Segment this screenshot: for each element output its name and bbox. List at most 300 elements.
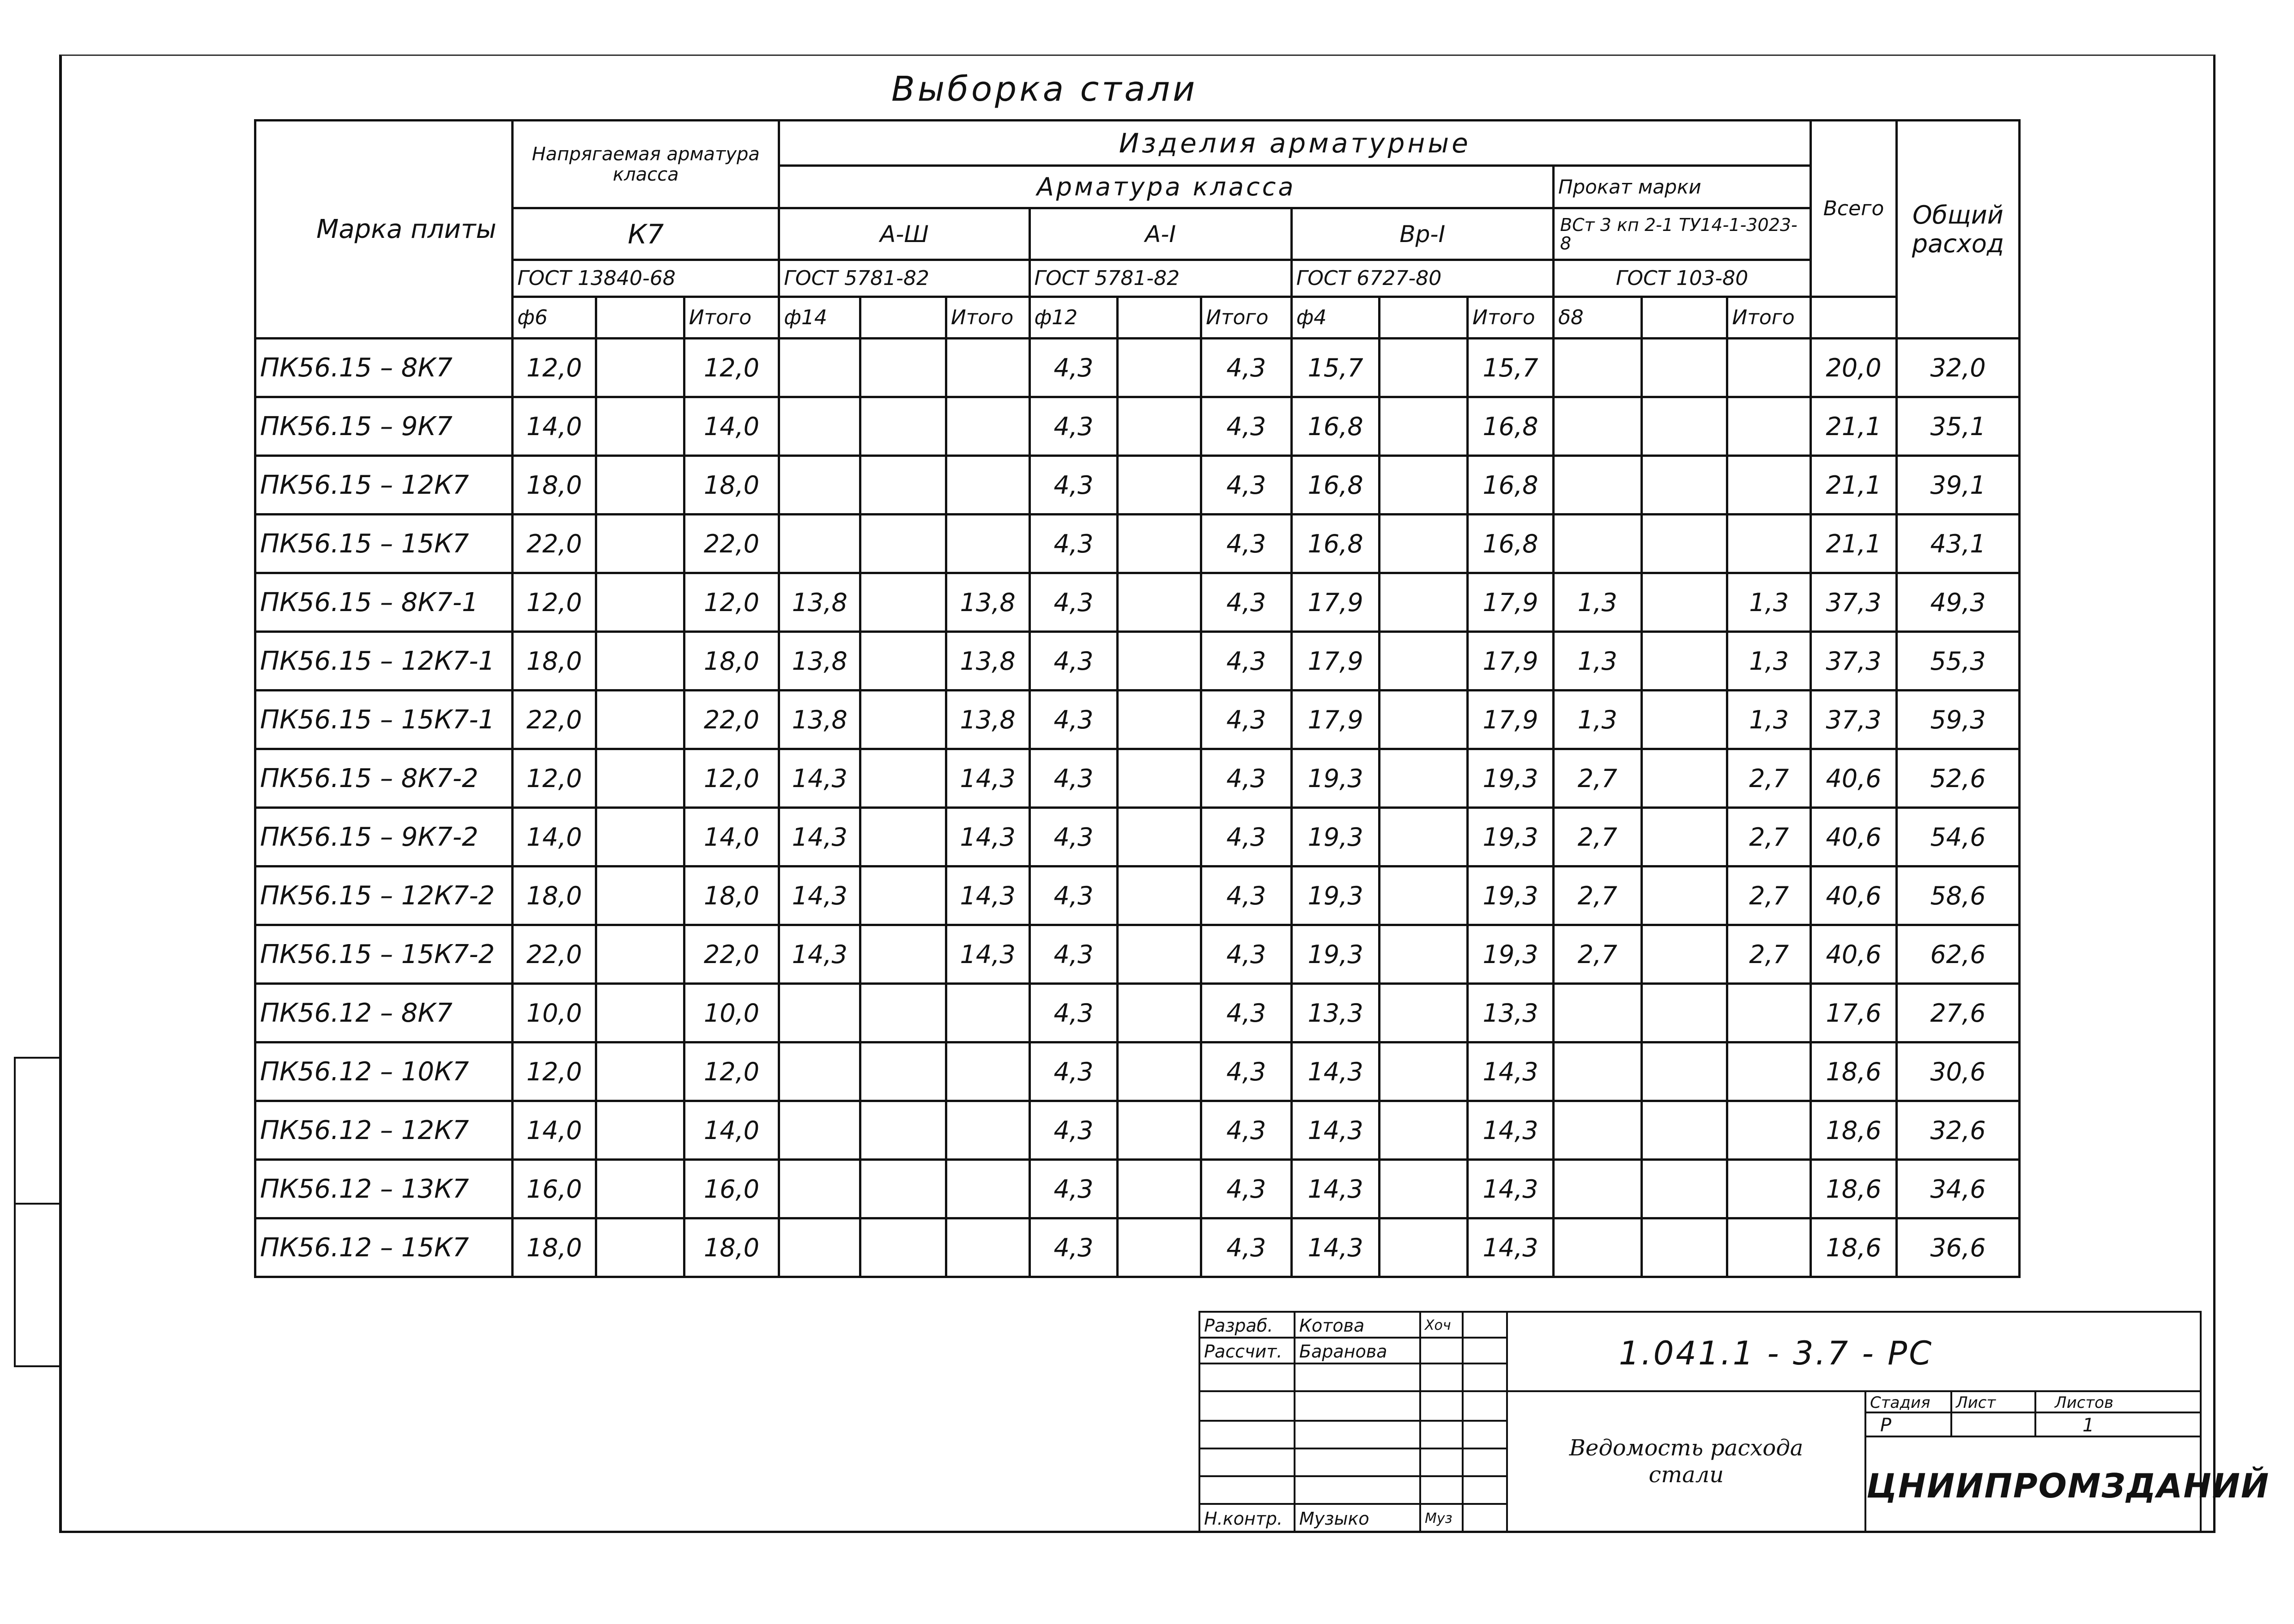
empty-cell <box>1641 397 1727 456</box>
empty-cell <box>860 867 946 925</box>
value-cell <box>1553 984 1641 1042</box>
value-cell <box>946 1218 1029 1277</box>
value-cell <box>946 1101 1029 1160</box>
header-rebar-class: Арматура класса <box>779 166 1553 208</box>
value-cell: 2,7 <box>1553 925 1641 984</box>
value-cell: 17,6 <box>1811 984 1897 1042</box>
empty-cell <box>1380 867 1468 925</box>
value-cell: 4,3 <box>1029 691 1118 749</box>
empty-cell <box>1118 984 1201 1042</box>
value-cell: 14,3 <box>1468 1101 1554 1160</box>
value-cell: 17,9 <box>1468 691 1554 749</box>
value-cell: 18,0 <box>513 456 596 515</box>
value-cell <box>779 339 860 397</box>
value-cell: 2,7 <box>1727 867 1811 925</box>
value-cell: 14,3 <box>1468 1042 1554 1101</box>
value-cell <box>1727 1218 1811 1277</box>
header-empty <box>860 297 946 339</box>
empty-cell <box>596 691 684 749</box>
page-title: Выборка стали <box>891 69 1198 109</box>
value-cell: 12,0 <box>513 573 596 632</box>
value-cell: 4,3 <box>1201 339 1291 397</box>
sheets-label: Листов <box>2034 1390 2202 1413</box>
empty-cell <box>1118 1101 1201 1160</box>
value-cell: 18,0 <box>684 867 779 925</box>
value-cell: 18,0 <box>684 1218 779 1277</box>
value-cell: 16,8 <box>1468 397 1554 456</box>
empty-cell <box>860 691 946 749</box>
value-cell: 43,1 <box>1896 515 2019 573</box>
table-row <box>255 984 2020 1042</box>
value-cell: 2,7 <box>1727 808 1811 867</box>
value-cell: 15,7 <box>1468 339 1554 397</box>
value-cell: 21,1 <box>1811 456 1897 515</box>
header-products: Изделия арматурные <box>779 121 1811 166</box>
header-itogo: Итого <box>684 297 779 339</box>
value-cell: 12,0 <box>684 339 779 397</box>
table-row <box>255 1101 2020 1160</box>
value-cell: 17,9 <box>1291 573 1380 632</box>
empty-cell <box>1380 632 1468 691</box>
stamp-name: Котова <box>1294 1311 1421 1339</box>
header-rolled: Прокат марки <box>1553 166 1810 208</box>
plate-mark-cell: ПК56.15 – 12К7-1 <box>255 632 513 691</box>
empty-cell <box>1380 1042 1468 1101</box>
value-cell: 4,3 <box>1201 691 1291 749</box>
empty-cell <box>1641 925 1727 984</box>
stamp-signature: Хоч <box>1419 1311 1464 1339</box>
value-cell: 14,3 <box>1291 1101 1380 1160</box>
value-cell: 54,6 <box>1896 808 2019 867</box>
value-cell: 40,6 <box>1811 867 1897 925</box>
value-cell: 16,8 <box>1291 515 1380 573</box>
header-empty <box>1811 297 1897 339</box>
value-cell: 4,3 <box>1201 1160 1291 1218</box>
value-cell: 22,0 <box>684 925 779 984</box>
value-cell: 14,3 <box>779 867 860 925</box>
value-cell <box>1553 456 1641 515</box>
value-cell: 14,0 <box>513 808 596 867</box>
value-cell <box>779 984 860 1042</box>
value-cell: 1,3 <box>1553 691 1641 749</box>
value-cell: 55,3 <box>1896 632 2019 691</box>
value-cell: 4,3 <box>1029 456 1118 515</box>
stamp-signature <box>1419 1363 1464 1392</box>
empty-cell <box>1118 925 1201 984</box>
header-grand-total: Общий расход <box>1896 121 2019 339</box>
stamp-role: Разраб. <box>1198 1311 1295 1339</box>
empty-cell <box>596 808 684 867</box>
value-cell: 4,3 <box>1201 456 1291 515</box>
plate-mark-cell: ПК56.12 – 15К7 <box>255 1218 513 1277</box>
header-empty <box>596 297 684 339</box>
table-row <box>255 515 2020 573</box>
empty-cell <box>1641 691 1727 749</box>
header-empty <box>1641 297 1727 339</box>
empty-cell <box>1380 925 1468 984</box>
stamp-role: Н.контр. <box>1198 1503 1295 1533</box>
value-cell: 10,0 <box>513 984 596 1042</box>
header-t8: δ8 <box>1553 297 1641 339</box>
empty-cell <box>596 1042 684 1101</box>
value-cell <box>779 1160 860 1218</box>
header-bp1: Вр-I <box>1291 208 1553 260</box>
value-cell: 4,3 <box>1201 925 1291 984</box>
value-cell: 4,3 <box>1201 1101 1291 1160</box>
stamp-role <box>1198 1448 1295 1477</box>
header-total: Всего <box>1811 121 1897 297</box>
value-cell: 2,7 <box>1553 808 1641 867</box>
empty-cell <box>860 515 946 573</box>
header-d6: ф6 <box>513 297 596 339</box>
plate-mark-cell: ПК56.12 – 8К7 <box>255 984 513 1042</box>
value-cell <box>1727 984 1811 1042</box>
empty-cell <box>860 749 946 808</box>
value-cell: 4,3 <box>1201 867 1291 925</box>
value-cell: 34,6 <box>1896 1160 2019 1218</box>
header-k7: К7 <box>513 208 779 260</box>
value-cell: 4,3 <box>1201 515 1291 573</box>
value-cell: 32,6 <box>1896 1101 2019 1160</box>
stamp-name <box>1294 1448 1421 1477</box>
value-cell <box>1553 339 1641 397</box>
value-cell: 16,8 <box>1291 456 1380 515</box>
value-cell: 1,3 <box>1727 573 1811 632</box>
value-cell: 4,3 <box>1029 749 1118 808</box>
table-row <box>255 925 2020 984</box>
empty-cell <box>1641 1218 1727 1277</box>
value-cell: 16,8 <box>1468 515 1554 573</box>
stamp-role <box>1198 1475 1295 1505</box>
header-mark: Марка плиты <box>255 121 513 339</box>
stamp-signature: Муз <box>1419 1503 1464 1533</box>
stamp-date <box>1462 1337 1508 1364</box>
empty-cell <box>1118 632 1201 691</box>
table-row <box>255 749 2020 808</box>
value-cell: 14,3 <box>779 808 860 867</box>
value-cell: 4,3 <box>1201 397 1291 456</box>
table-row <box>255 867 2020 925</box>
empty-cell <box>1118 808 1201 867</box>
value-cell: 36,6 <box>1896 1218 2019 1277</box>
empty-cell <box>1118 397 1201 456</box>
document-code: 1.041.1 - 3.7 - РС <box>1506 1311 2202 1392</box>
value-cell: 39,1 <box>1896 456 2019 515</box>
empty-cell <box>860 1218 946 1277</box>
sheet-value <box>1950 1412 2036 1437</box>
value-cell: 27,6 <box>1896 984 2019 1042</box>
empty-cell <box>596 925 684 984</box>
value-cell: 32,0 <box>1896 339 2019 397</box>
empty-cell <box>1380 1218 1468 1277</box>
organization-name: ЦНИИПРОМЗДАНИЙ <box>1864 1436 2202 1533</box>
empty-cell <box>1641 456 1727 515</box>
value-cell: 30,6 <box>1896 1042 2019 1101</box>
empty-cell <box>1380 1101 1468 1160</box>
empty-cell <box>1118 1042 1201 1101</box>
stamp-signature <box>1419 1337 1464 1364</box>
value-cell <box>1553 515 1641 573</box>
value-cell: 22,0 <box>684 515 779 573</box>
value-cell: 4,3 <box>1029 1160 1118 1218</box>
value-cell: 62,6 <box>1896 925 2019 984</box>
empty-cell <box>1118 456 1201 515</box>
empty-cell <box>596 1218 684 1277</box>
binding-margin-box <box>14 1203 60 1367</box>
value-cell: 16,8 <box>1291 397 1380 456</box>
empty-cell <box>1118 691 1201 749</box>
value-cell: 14,3 <box>1468 1160 1554 1218</box>
value-cell: 14,0 <box>684 808 779 867</box>
header-gost-rolled: ГОСТ 103-80 <box>1553 260 1810 297</box>
stamp-date <box>1462 1363 1508 1392</box>
empty-cell <box>1380 397 1468 456</box>
stamp-name <box>1294 1390 1421 1422</box>
value-cell: 2,7 <box>1727 749 1811 808</box>
plate-mark-cell: ПК56.12 – 13К7 <box>255 1160 513 1218</box>
empty-cell <box>596 1101 684 1160</box>
value-cell <box>946 1160 1029 1218</box>
value-cell: 14,3 <box>779 925 860 984</box>
header-itogo: Итого <box>946 297 1029 339</box>
table-row <box>255 397 2020 456</box>
header-itogo: Итого <box>1468 297 1554 339</box>
header-itogo: Итого <box>1201 297 1291 339</box>
value-cell: 4,3 <box>1029 808 1118 867</box>
empty-cell <box>1380 456 1468 515</box>
value-cell: 18,0 <box>513 632 596 691</box>
header-itogo: Итого <box>1727 297 1811 339</box>
empty-cell <box>596 984 684 1042</box>
empty-cell <box>860 1160 946 1218</box>
stamp-date <box>1462 1475 1508 1505</box>
value-cell <box>1553 397 1641 456</box>
empty-cell <box>1641 1101 1727 1160</box>
empty-cell <box>1641 1042 1727 1101</box>
value-cell: 14,0 <box>513 1101 596 1160</box>
value-cell: 59,3 <box>1896 691 2019 749</box>
value-cell: 18,0 <box>684 632 779 691</box>
stamp-role <box>1198 1390 1295 1422</box>
value-cell: 18,6 <box>1811 1218 1897 1277</box>
empty-cell <box>1380 749 1468 808</box>
value-cell: 40,6 <box>1811 925 1897 984</box>
empty-cell <box>1380 984 1468 1042</box>
value-cell: 17,9 <box>1291 691 1380 749</box>
header-gost-a3: ГОСТ 5781-82 <box>779 260 1029 297</box>
value-cell: 4,3 <box>1029 984 1118 1042</box>
value-cell: 19,3 <box>1468 808 1554 867</box>
stamp-date <box>1462 1420 1508 1449</box>
value-cell: 19,3 <box>1468 867 1554 925</box>
value-cell: 12,0 <box>684 1042 779 1101</box>
value-cell: 52,6 <box>1896 749 2019 808</box>
empty-cell <box>1380 808 1468 867</box>
value-cell: 4,3 <box>1029 925 1118 984</box>
value-cell: 13,8 <box>946 691 1029 749</box>
value-cell <box>779 515 860 573</box>
value-cell: 14,0 <box>513 397 596 456</box>
value-cell: 18,0 <box>513 1218 596 1277</box>
table-row <box>255 339 2020 397</box>
empty-cell <box>860 1042 946 1101</box>
value-cell <box>946 984 1029 1042</box>
value-cell: 18,6 <box>1811 1101 1897 1160</box>
table-row <box>255 691 2020 749</box>
value-cell <box>1727 515 1811 573</box>
value-cell: 4,3 <box>1029 1042 1118 1101</box>
value-cell: 13,8 <box>779 573 860 632</box>
value-cell: 14,3 <box>1468 1218 1554 1277</box>
title-block <box>1198 1311 2270 1533</box>
value-cell <box>1727 339 1811 397</box>
sheets-value: 1 <box>2034 1412 2202 1437</box>
value-cell: 4,3 <box>1029 867 1118 925</box>
plate-mark-cell: ПК56.15 – 12К7-2 <box>255 867 513 925</box>
value-cell: 19,3 <box>1468 749 1554 808</box>
value-cell: 22,0 <box>684 691 779 749</box>
value-cell: 1,3 <box>1553 632 1641 691</box>
value-cell <box>1727 456 1811 515</box>
value-cell: 16,0 <box>513 1160 596 1218</box>
value-cell: 14,3 <box>1291 1160 1380 1218</box>
value-cell: 14,3 <box>946 867 1029 925</box>
value-cell: 4,3 <box>1029 632 1118 691</box>
sheet-label: Лист <box>1950 1390 2036 1413</box>
value-cell <box>1727 397 1811 456</box>
stamp-date <box>1462 1390 1508 1422</box>
value-cell: 15,7 <box>1291 339 1380 397</box>
stamp-date <box>1462 1503 1508 1533</box>
value-cell: 10,0 <box>684 984 779 1042</box>
value-cell: 18,6 <box>1811 1042 1897 1101</box>
stamp-signature <box>1419 1448 1464 1477</box>
value-cell: 13,8 <box>779 691 860 749</box>
header-empty <box>1118 297 1201 339</box>
table-row <box>255 1042 2020 1101</box>
empty-cell <box>596 1160 684 1218</box>
plate-mark-cell: ПК56.12 – 10К7 <box>255 1042 513 1101</box>
binding-margin-box <box>14 1057 60 1205</box>
value-cell: 13,3 <box>1468 984 1554 1042</box>
value-cell: 12,0 <box>684 573 779 632</box>
header-gost-bp: ГОСТ 6727-80 <box>1291 260 1553 297</box>
empty-cell <box>860 397 946 456</box>
value-cell: 4,3 <box>1201 984 1291 1042</box>
value-cell <box>1727 1042 1811 1101</box>
value-cell: 18,6 <box>1811 1160 1897 1218</box>
empty-cell <box>596 397 684 456</box>
value-cell: 2,7 <box>1553 867 1641 925</box>
stamp-signature <box>1419 1420 1464 1449</box>
plate-mark-cell: ПК56.15 – 15К7-2 <box>255 925 513 984</box>
plate-mark-cell: ПК56.15 – 9К7-2 <box>255 808 513 867</box>
value-cell: 4,3 <box>1201 749 1291 808</box>
plate-mark-cell: ПК56.15 – 8К7-2 <box>255 749 513 808</box>
empty-cell <box>860 984 946 1042</box>
value-cell: 19,3 <box>1291 925 1380 984</box>
plate-mark-cell: ПК56.15 – 8К7 <box>255 339 513 397</box>
value-cell: 17,9 <box>1468 632 1554 691</box>
empty-cell <box>596 456 684 515</box>
stamp-name <box>1294 1420 1421 1449</box>
empty-cell <box>1118 1218 1201 1277</box>
value-cell: 19,3 <box>1291 808 1380 867</box>
header-d4: ф4 <box>1291 297 1380 339</box>
header-d12: ф12 <box>1029 297 1118 339</box>
value-cell <box>1553 1042 1641 1101</box>
empty-cell <box>1118 573 1201 632</box>
value-cell: 58,6 <box>1896 867 2019 925</box>
empty-cell <box>1380 691 1468 749</box>
value-cell <box>779 1042 860 1101</box>
table-row <box>255 1160 2020 1218</box>
value-cell: 2,7 <box>1727 925 1811 984</box>
value-cell <box>1553 1160 1641 1218</box>
stage-value: Р <box>1864 1412 1952 1437</box>
header-prestressed: Напрягаемая арматура класса <box>513 121 779 208</box>
value-cell: 18,0 <box>684 456 779 515</box>
value-cell: 14,3 <box>779 749 860 808</box>
empty-cell <box>1641 749 1727 808</box>
stamp-date <box>1462 1311 1508 1339</box>
value-cell: 18,0 <box>513 867 596 925</box>
value-cell: 22,0 <box>513 691 596 749</box>
sheet-name: Ведомость расхода стали <box>1506 1390 1866 1533</box>
empty-cell <box>596 339 684 397</box>
value-cell: 17,9 <box>1468 573 1554 632</box>
value-cell <box>779 456 860 515</box>
empty-cell <box>1641 339 1727 397</box>
value-cell: 4,3 <box>1201 573 1291 632</box>
plate-mark-cell: ПК56.12 – 12К7 <box>255 1101 513 1160</box>
header-d14: ф14 <box>779 297 860 339</box>
header-a3: А-Ш <box>779 208 1029 260</box>
stamp-role <box>1198 1420 1295 1449</box>
table-row <box>255 573 2020 632</box>
value-cell: 22,0 <box>513 515 596 573</box>
value-cell <box>946 456 1029 515</box>
value-cell: 14,3 <box>946 808 1029 867</box>
value-cell: 21,1 <box>1811 397 1897 456</box>
header-gost-a1: ГОСТ 5781-82 <box>1029 260 1291 297</box>
value-cell: 14,3 <box>1291 1042 1380 1101</box>
empty-cell <box>596 515 684 573</box>
stamp-signature <box>1419 1475 1464 1505</box>
value-cell: 37,3 <box>1811 691 1897 749</box>
empty-cell <box>860 925 946 984</box>
empty-cell <box>1118 867 1201 925</box>
value-cell: 35,1 <box>1896 397 2019 456</box>
value-cell: 4,3 <box>1201 1218 1291 1277</box>
value-cell: 37,3 <box>1811 632 1897 691</box>
value-cell: 13,3 <box>1291 984 1380 1042</box>
value-cell: 14,3 <box>946 925 1029 984</box>
value-cell: 1,3 <box>1727 691 1811 749</box>
empty-cell <box>1380 515 1468 573</box>
stamp-role <box>1198 1363 1295 1392</box>
stamp-signature <box>1419 1390 1464 1422</box>
value-cell <box>1553 1101 1641 1160</box>
empty-cell <box>860 808 946 867</box>
table-row <box>255 1218 2020 1277</box>
value-cell: 4,3 <box>1029 515 1118 573</box>
value-cell: 49,3 <box>1896 573 2019 632</box>
empty-cell <box>1641 632 1727 691</box>
empty-cell <box>860 339 946 397</box>
stamp-name <box>1294 1363 1421 1392</box>
stamp-date <box>1462 1448 1508 1477</box>
